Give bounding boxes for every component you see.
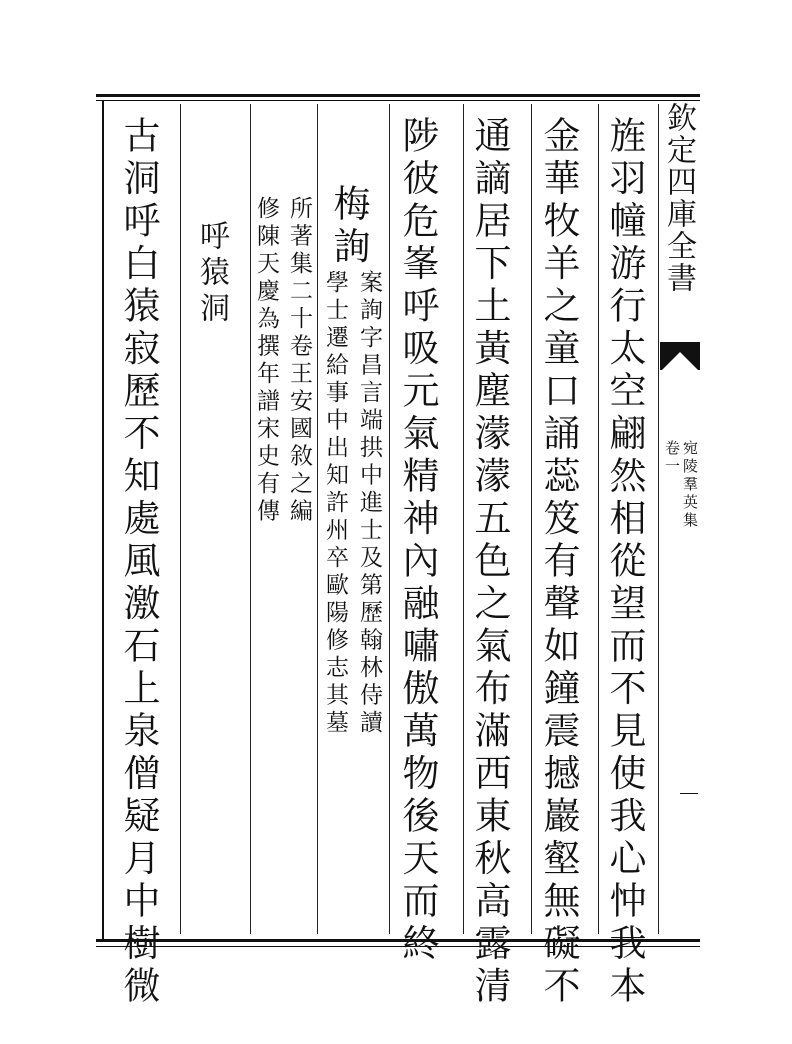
- author-name: 梅詢: [327, 184, 370, 269]
- margin-book-title: 欽定四庫全書: [661, 102, 696, 294]
- margin-tick: [680, 793, 698, 794]
- fish-tail-mark-icon: [660, 342, 700, 370]
- text-column-4: 陟彼危峯呼吸元氣精神內融嘯傲萬物後天而終: [396, 116, 439, 966]
- annotation-line-2: 學士遷給事中出知許州卒歐陽修志其墓: [322, 270, 348, 738]
- column-divider: [180, 104, 181, 934]
- text-column-1: 旌羽幢游行太空翩然相從望而不見使我心忡我本: [603, 116, 646, 1009]
- column-divider: [531, 104, 532, 934]
- margin-volume: 卷一: [663, 440, 681, 476]
- annotation-line-4: 修陳天慶為撰年譜宋史有傳: [253, 196, 279, 526]
- left-border-rule: [102, 100, 104, 940]
- column-divider: [250, 104, 251, 934]
- text-column-2: 金華牧羊之童口誦蕊笈有聲如鐘震撼巖壑無礙不: [537, 116, 580, 1009]
- column-divider: [317, 104, 318, 934]
- annotation-line-3: 所著集二十卷王安國敘之編: [286, 196, 312, 526]
- top-border-rule-inner: [96, 100, 700, 101]
- column-divider: [463, 104, 464, 934]
- top-border-rule: [96, 94, 700, 97]
- text-column-3: 通謫居下土黃塵濛濛五色之氣布滿西東秋高露清: [468, 116, 511, 1009]
- margin-collection-name: 宛陵羣英集: [681, 440, 699, 530]
- annotation-line-1: 案詢字昌言端拱中進士及第歷翰林侍讀: [356, 270, 382, 738]
- text-column-poem: 古洞呼白猿寂歷不知處風激石上泉僧疑月中樹微: [117, 116, 160, 1009]
- column-divider: [598, 104, 599, 934]
- poem-title: 呼猿洞: [194, 220, 229, 328]
- column-divider: [389, 104, 390, 934]
